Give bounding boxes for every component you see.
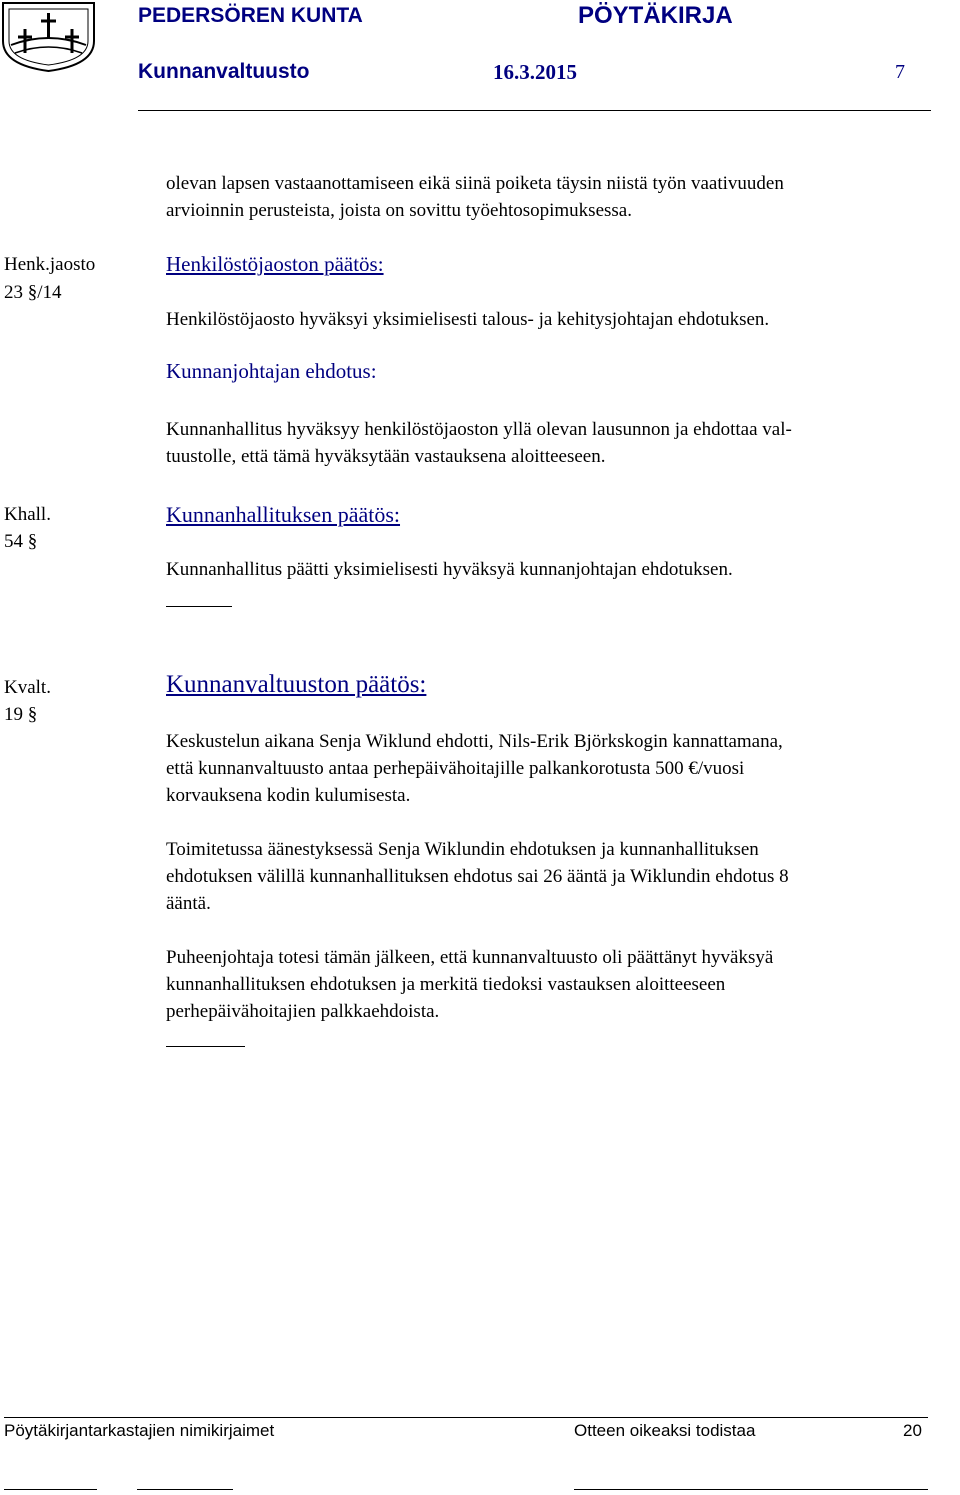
kvalt-p1-line-1: Keskustelun aikana Senja Wiklund ehdotti, Nils-Erik Björkskogin kannattamana, [166, 731, 783, 752]
khall-heading: Kunnanhallituksen päätös: [166, 502, 401, 527]
khall-label-1: Khall. [4, 504, 51, 525]
municipality-name: PEDERSÖREN KUNTA [138, 4, 363, 27]
page-number: 7 [895, 61, 905, 83]
kvalt-separator [166, 1046, 245, 1047]
signature-line-1 [4, 1489, 97, 1490]
henk-label-2: 23 §/14 [4, 282, 62, 303]
intro-line-1: olevan lapsen vastaanottamiseen eikä siinä poiketa täysin niistä työn vaativuuden [166, 173, 784, 194]
kvalt-p3-line-2: kunnanhallituksen ehdotuksen ja merkitä tiedoksi vastauksen aloitteeseen [166, 974, 726, 995]
municipal-crest-icon [1, 1, 96, 73]
kvalt-label-2: 19 § [4, 704, 38, 725]
henk-heading: Henkilöstöjaoston päätös: [166, 252, 384, 276]
kvalt-heading: Kunnanvaltuuston päätös: [166, 671, 427, 698]
khall-label-2: 54 § [4, 531, 38, 552]
kvalt-p2-line-2: ehdotuksen välillä kunnanhallituksen ehdotus sai 26 ääntä ja Wiklundin ehdotus 8 [166, 866, 789, 887]
kunnanjohtaja-heading: Kunnanjohtajan ehdotus: [166, 359, 377, 383]
henk-text: Henkilöstöjaosto hyväksyi yksimielisesti talous- ja kehitysjohtajan ehdotuksen. [166, 309, 770, 330]
signatures-label: Pöytäkirjantarkastajien nimikirjaimet [4, 1421, 275, 1440]
signature-line-3 [574, 1489, 928, 1490]
document-type: PÖYTÄKIRJA [578, 2, 733, 29]
kvalt-p1-line-2: että kunnanvaltuusto antaa perhepäivähoitajille palkankorotusta 500 €/vuosi [166, 758, 745, 779]
kunnanjohtaja-line-2: tuustolle, että tämä hyväksytään vastauksena aloitteeseen. [166, 446, 606, 467]
kvalt-p3-line-3: perhepäivähoitajien palkkaehdoista. [166, 1001, 440, 1022]
kvalt-label-1: Kvalt. [4, 677, 51, 698]
footer-rule [4, 1417, 928, 1418]
certified-label: Otteen oikeaksi todistaa [574, 1421, 756, 1440]
header-rule [138, 110, 931, 111]
kunnanjohtaja-line-1: Kunnanhallitus hyväksyy henkilöstöjaoston yllä olevan lausunnon ja ehdottaa val- [166, 419, 792, 440]
kvalt-p3-line-1: Puheenjohtaja totesi tämän jälkeen, että kunnanvaltuusto oli päättänyt hyväksyä [166, 947, 774, 968]
henk-label-1: Henk.jaosto [4, 254, 96, 275]
khall-separator [166, 606, 232, 607]
signature-line-2 [137, 1489, 233, 1490]
intro-line-2: arvioinnin perusteista, joista on sovittu työehtosopimuksessa. [166, 200, 632, 221]
body-name: Kunnanvaltuusto [138, 60, 310, 83]
kvalt-p1-line-3: korvauksena kodin kulumisesta. [166, 785, 411, 806]
kvalt-p2-line-3: ääntä. [166, 893, 211, 914]
meeting-date: 16.3.2015 [493, 60, 577, 84]
khall-text: Kunnanhallitus päätti yksimielisesti hyväksyä kunnanjohtajan ehdotuksen. [166, 559, 733, 580]
footer-page-number: 20 [903, 1421, 922, 1440]
kvalt-p2-line-1: Toimitetussa äänestyksessä Senja Wiklundin ehdotuksen ja kunnanhallituksen [166, 839, 759, 860]
